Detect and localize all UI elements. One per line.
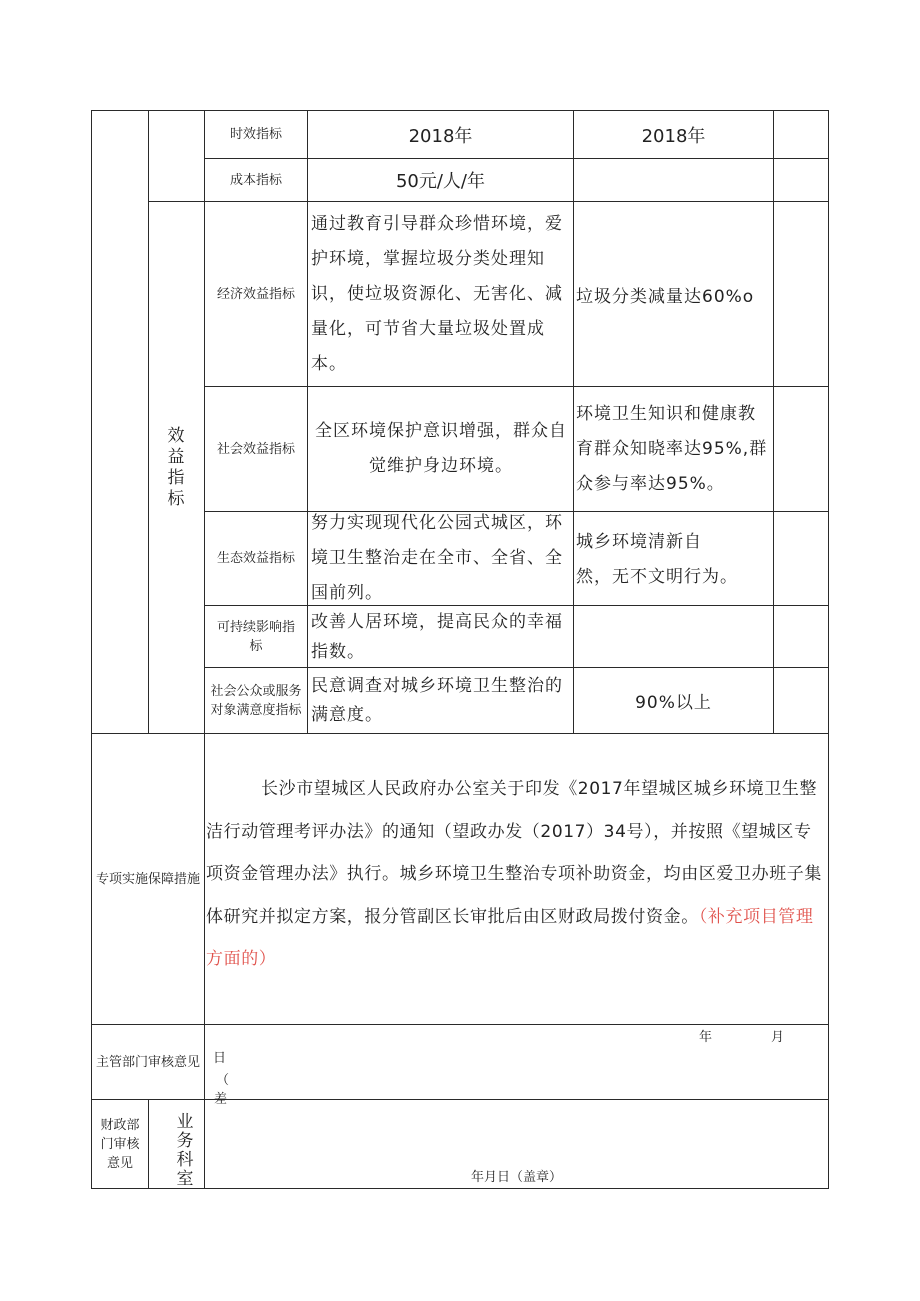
- sustainable-content: 改善人居环境，提高民众的幸福指数。: [311, 611, 563, 662]
- finance-review-sub-label: 业务科室: [176, 1112, 194, 1189]
- ecological-result-line2: 然，无不文明行为。: [576, 567, 738, 587]
- satisfaction-label: 社会公众或服务对象满意度指标: [210, 683, 302, 718]
- cost-target: 50元/人/年: [395, 171, 486, 192]
- dept-review-day: 日: [213, 1051, 227, 1066]
- dept-review-paren: （: [216, 1073, 230, 1088]
- finance-review-label: 财政部门审核意见: [100, 1117, 140, 1171]
- economic-label: 经济效益指标: [216, 286, 295, 302]
- satisfaction-result: 90%以上: [635, 693, 712, 713]
- timeliness-label: 时效指标: [229, 127, 282, 142]
- col-divider: [307, 110, 308, 733]
- timeliness-target: 2018年: [408, 125, 473, 147]
- benefit-group-label-cell: [148, 425, 204, 509]
- col-divider: [573, 110, 574, 733]
- dept-review-label: 主管部门审核意见: [96, 1054, 201, 1070]
- dept-review-year: 年: [699, 1030, 713, 1045]
- measures-content: 长沙市望城区人民政府办公室关于印发《2017年望城区城乡环境卫生整洁行动管理考评办法》的通知（望政办发（2017）34号），并按照《望城区专项资金管理办法》执行。城乡环境卫生整治专项补助资金，均由区爱卫办班子集体研究并拟定方案，报分管副区长审批后由区财政局拨付资金。: [206, 779, 822, 927]
- ecological-content: 努力实现现代化公园式城区，环境卫生整治走在全市、全省、全国前列。: [311, 513, 563, 603]
- satisfaction-content: 民意调查对城乡环境卫生整治的满意度。: [311, 675, 563, 725]
- sustainable-label: 可持续影响指标: [216, 619, 295, 654]
- ecological-result: [576, 525, 772, 595]
- benefit-group-label: 效益指标: [167, 425, 185, 509]
- dept-review-seal-clip: [212, 1090, 232, 1107]
- ecological-label: 生态效益指标: [216, 551, 295, 566]
- dept-review-seal-fragment: 差: [214, 1092, 228, 1107]
- col-divider: [148, 1099, 149, 1188]
- measures-note: （补充项目管理方面的）: [206, 906, 814, 969]
- dept-review-month: 月: [771, 1030, 785, 1045]
- col-divider: [148, 110, 149, 733]
- measures-label: 专项实施保障措施: [96, 871, 201, 887]
- col-divider: [773, 110, 774, 733]
- row-divider: [91, 1099, 829, 1100]
- table-border-right: [828, 110, 829, 1189]
- economic-content: 通过教育引导群众珍惜环境，爱护环境，掌握垃圾分类处理知识，使垃圾资源化、无害化、减量化，可节省大量垃圾处置成本。: [311, 213, 563, 374]
- table-border-bottom: [91, 1188, 829, 1189]
- timeliness-actual: 2018年: [641, 125, 706, 147]
- measures-text: [205, 768, 825, 981]
- cost-label: 成本指标: [229, 172, 282, 188]
- economic-result: 垃圾分类减量达60%o: [576, 286, 755, 307]
- finance-review-date-seal: 年月日（盖章）: [470, 1170, 562, 1185]
- social-result: 环境卫生知识和健康教育群众知晓率达95%,群众参与率达95%。: [576, 403, 768, 494]
- social-content: 全区环境保护意识增强，群众自觉维护身边环境。: [315, 421, 567, 476]
- social-label: 社会效益指标: [216, 441, 295, 457]
- ecological-result-line1: 城乡环境清新自: [576, 532, 702, 552]
